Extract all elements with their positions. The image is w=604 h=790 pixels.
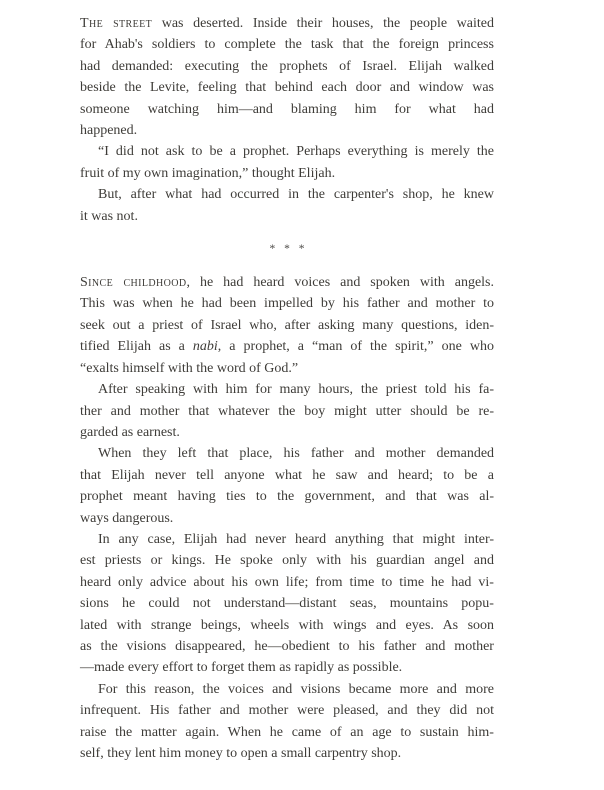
body-text: seek out a priest of Israel who, after asking many questions, iden- [80, 317, 495, 333]
text-line [80, 77, 494, 98]
body-text: was deserted. Inside their houses, the people waited [152, 16, 494, 31]
body-text: For this reason, the voices and visions became more and more [98, 681, 494, 697]
body-text: fruit of my own imagination,” thought Elijah. [80, 165, 336, 181]
body-text: that Elijah never tell anyone what he saw and heard; to be a [80, 467, 494, 483]
paragraph [80, 272, 494, 379]
italic-text: nabi [192, 339, 218, 355]
body-text: someone watching him—and blaming him for what had [80, 101, 495, 117]
text-line [98, 529, 494, 550]
small-caps-text: The street [80, 16, 153, 31]
text-line [80, 465, 494, 486]
paragraph [80, 184, 494, 227]
text-line [80, 550, 494, 571]
text-line [80, 99, 494, 120]
text-line-content [98, 532, 494, 547]
text-line [98, 443, 494, 464]
text-line [80, 401, 494, 422]
body-text: beside the Levite, feeling that behind each door and window was [80, 80, 494, 96]
text-line-content [80, 575, 494, 590]
body-text: as the visions disappeared, he—obedient to his father and mother [80, 638, 494, 654]
text-line [80, 206, 494, 227]
text-line [80, 722, 494, 743]
text-line-content [80, 425, 180, 440]
text-line [80, 34, 494, 55]
text-line [80, 572, 494, 593]
text-line [80, 293, 494, 314]
body-text: , a prophet, a “man of the spirit,” one who [217, 339, 494, 355]
text-line [80, 700, 494, 721]
text-line-content [98, 382, 494, 397]
text-line [80, 13, 494, 34]
text-line-content [80, 596, 494, 611]
text-line-content [80, 404, 494, 419]
body-text: heard only advice about his own life; from time to time he had vi- [80, 574, 494, 590]
body-text: In any case, Elijah had never heard anything that might inter- [98, 531, 494, 547]
body-text: ther and mother that whatever the boy might utter should be re- [80, 403, 495, 419]
text-line [80, 56, 494, 77]
body-text: lated with strange beings, wheels with wings and eyes. As soon [80, 617, 495, 633]
text-line [98, 379, 494, 400]
body-text: prophet meant having ties to the government, and that was al- [80, 489, 495, 505]
text-line-content [80, 339, 494, 354]
text-line-content [98, 446, 494, 461]
paragraph [80, 529, 494, 679]
text-line-content [80, 59, 494, 74]
text-line-content [80, 80, 494, 95]
text-line-content [80, 703, 494, 718]
text-line-content [80, 725, 494, 740]
text-line [80, 315, 494, 336]
text-line [80, 615, 494, 636]
text-line [80, 508, 494, 529]
body-text: it was not. [80, 208, 138, 224]
paragraph [80, 679, 494, 765]
body-text: infrequent. His father and mother were pleased, and they did not [80, 703, 494, 719]
text-line-content [80, 618, 494, 633]
body-text: raise the matter again. When he came of an age to sustain him- [80, 724, 494, 740]
text-line-content [80, 553, 494, 568]
body-text: “I did not ask to be a prophet. Perhaps everything is merely the [98, 144, 495, 160]
text-line [80, 486, 494, 507]
body-text: —made every effort to forget them as rapidly as possible. [80, 660, 403, 676]
text-line-content [80, 318, 494, 333]
text-line-content [80, 16, 494, 31]
text-line [80, 657, 494, 678]
text-line [80, 743, 494, 764]
text-line-content [80, 361, 298, 376]
text-line-content [80, 489, 494, 504]
text-line-content [80, 123, 137, 138]
body-text: sions he could not understand—distant seas, mountains popu- [80, 596, 494, 612]
text-line [80, 422, 494, 443]
body-text: garded as earnest. [80, 424, 180, 440]
text-line [98, 141, 494, 162]
text-line [80, 272, 494, 293]
body-text: ways dangerous. [80, 510, 174, 526]
text-line-content [80, 37, 494, 52]
text-line-content [80, 660, 402, 675]
body-text: had demanded: executing the prophets of Israel. Elijah walked [80, 58, 494, 74]
text-line [80, 593, 494, 614]
body-text: happened. [80, 123, 138, 139]
text-line-content [98, 144, 494, 159]
small-caps-text: Since childhood [80, 275, 187, 291]
text-line [80, 163, 494, 184]
paragraph [80, 141, 494, 184]
body-text: est priests or kings. He spoke only with his guardian angel and [80, 553, 494, 569]
text-line [98, 679, 494, 700]
section-break-ornament: * * * [269, 242, 308, 255]
text-line [80, 358, 494, 379]
text-line-content [80, 209, 138, 224]
text-line-content [80, 639, 494, 654]
body-text: After speaking with him for many hours, the priest told his fa- [98, 382, 495, 398]
text-line [80, 336, 494, 357]
text-line [80, 636, 494, 657]
body-text: This was when he had been impelled by his father and mother to [80, 296, 495, 312]
body-text: When they left that place, his father and mother demanded [98, 446, 495, 462]
text-line-content [80, 275, 494, 290]
text-line-content [80, 511, 173, 526]
text-line-content [98, 682, 494, 697]
text-line [80, 120, 494, 141]
text-column [80, 13, 494, 764]
body-text: tified Elijah as a [80, 339, 193, 355]
body-text: “exalts himself with the word of God.” [80, 360, 299, 376]
body-text: self, they lent him money to open a small carpentry shop. [80, 746, 402, 761]
text-line [98, 184, 494, 205]
text-line-content [80, 746, 401, 761]
text-line-content [80, 468, 494, 483]
body-text: But, after what had occurred in the carpenter's shop, he knew [98, 187, 494, 203]
text-line-content [80, 296, 494, 311]
text-line-content [80, 102, 494, 117]
paragraph [80, 443, 494, 529]
text-line-content [80, 166, 335, 181]
paragraph [80, 379, 494, 443]
paragraph [80, 13, 494, 141]
body-text: for Ahab's soldiers to complete the task that the foreign princess [80, 37, 494, 53]
text-line-content [98, 187, 494, 202]
body-text: , he had heard voices and spoken with angels. [186, 275, 495, 291]
